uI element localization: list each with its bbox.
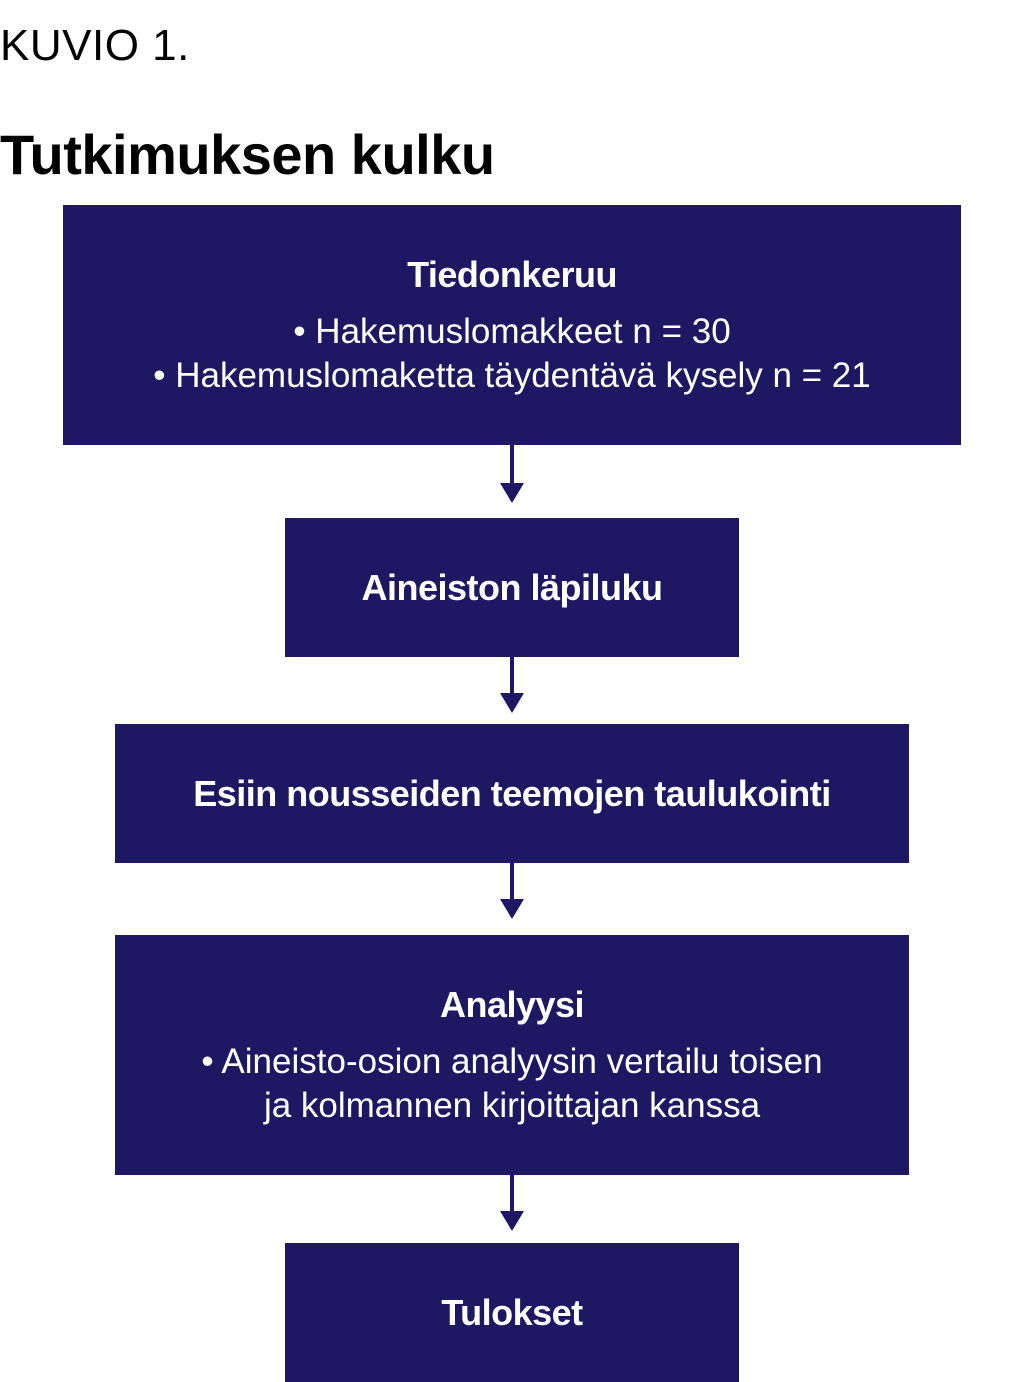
step-read-through <box>285 518 739 657</box>
arrow-down-icon <box>496 1175 528 1233</box>
step-title: Esiin nousseiden teemojen taulukointi <box>193 772 831 814</box>
step-analysis <box>115 935 909 1175</box>
step-results <box>285 1243 739 1382</box>
step-title: Tiedonkeruu <box>407 254 617 295</box>
step-title: Tulokset <box>441 1291 583 1333</box>
step-title: Aineiston läpiluku <box>361 566 663 608</box>
arrow-down-icon <box>496 445 528 505</box>
arrow-down-icon <box>496 657 528 715</box>
step-bullet: • Hakemuslomaketta täydentävä kysely n = 21 <box>153 356 871 395</box>
figure-title: Tutkimuksen kulku <box>0 123 495 186</box>
step-bullet: ja kolmannen kirjoittajan kanssa <box>263 1086 761 1125</box>
step-data-collection <box>63 205 961 445</box>
step-bullet: • Aineisto-osion analyysin vertailu toisen <box>201 1042 823 1081</box>
step-title: Analyysi <box>439 984 585 1025</box>
figure-label: KUVIO 1. <box>0 21 190 70</box>
arrow-down-icon <box>496 863 528 921</box>
step-tabulation <box>115 724 909 863</box>
step-bullet: • Hakemuslomakkeet n = 30 <box>293 312 731 351</box>
